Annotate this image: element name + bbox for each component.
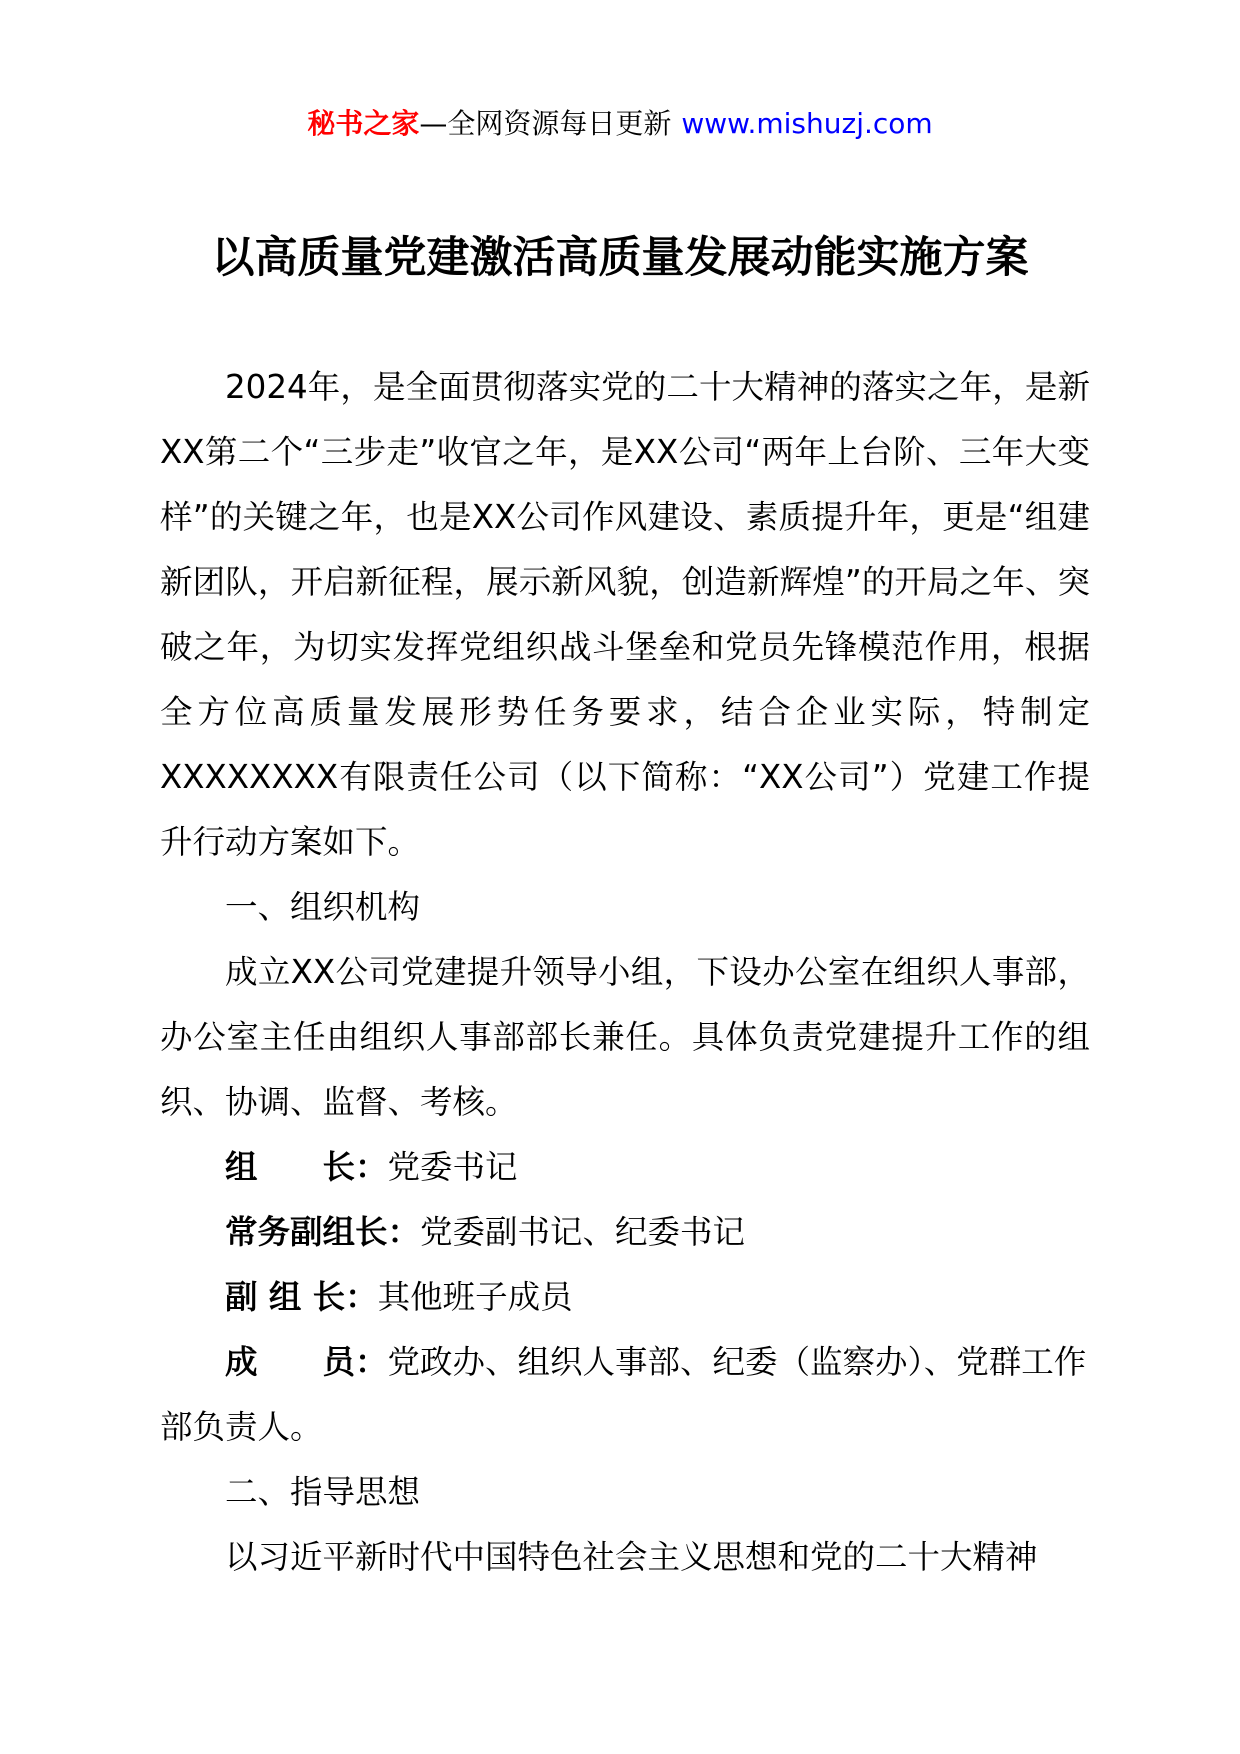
- member-row-executive-deputy: [160, 1200, 1090, 1265]
- member-value: 党委副书记、纪委书记: [420, 1213, 746, 1251]
- member-value: 党政办、组织人事部、纪委（监察办）、党群工作部负责人。: [160, 1343, 1087, 1446]
- member-role: 组 长：: [225, 1148, 388, 1186]
- banner-url-link[interactable]: www.mishuzj.com: [681, 107, 933, 140]
- intro-paragraph: 2024年，是全面贯彻落实党的二十大精神的落实之年，是新XX第二个“三步走”收官之年，是XX公司“两年上台阶、三年大变样”的关键之年，也是XX公司作风建设、素质提升年，更是“组建新团队，开启新征程，展示新风貌，创造新辉煌”的开局之年、突破之年，为切实发挥党组织战斗堡垒和党员先锋模范作用，根据全方位高质量发展形势任务要求，结合企业实际，特制定XXXXXXXX有限责任公司（以下简称：“XX公司”）党建工作提升行动方案如下。: [160, 368, 1090, 861]
- member-role: 成 员：: [225, 1343, 388, 1381]
- member-row-leader: [160, 1135, 1090, 1200]
- section-heading-organization: 一、组织机构: [225, 888, 421, 926]
- member-role: 副 组 长：: [225, 1278, 378, 1316]
- document-title: 以高质量党建激活高质量发展动能实施方案: [211, 233, 1029, 283]
- guiding-ideology-paragraph: 以习近平新时代中国特色社会主义思想和党的二十大精神: [225, 1538, 1038, 1576]
- site-banner: [0, 104, 1240, 144]
- member-value: 党委书记: [387, 1148, 518, 1186]
- banner-brand: 秘书之家: [307, 107, 420, 140]
- document-body: [160, 355, 1090, 1590]
- member-row-members: [160, 1330, 1090, 1460]
- member-row-deputy: [160, 1265, 1090, 1330]
- organization-paragraph: 成立XX公司党建提升领导小组，下设办公室在组织人事部，办公室主任由组织人事部部长兼任。具体负责党建提升工作的组织、协调、监督、考核。: [160, 953, 1090, 1121]
- section-heading-guiding-ideology: 二、指导思想: [225, 1473, 421, 1511]
- member-role: 常务副组长：: [225, 1213, 421, 1251]
- banner-slogan: —全网资源每日更新: [419, 107, 672, 140]
- member-value: 其他班子成员: [377, 1278, 573, 1316]
